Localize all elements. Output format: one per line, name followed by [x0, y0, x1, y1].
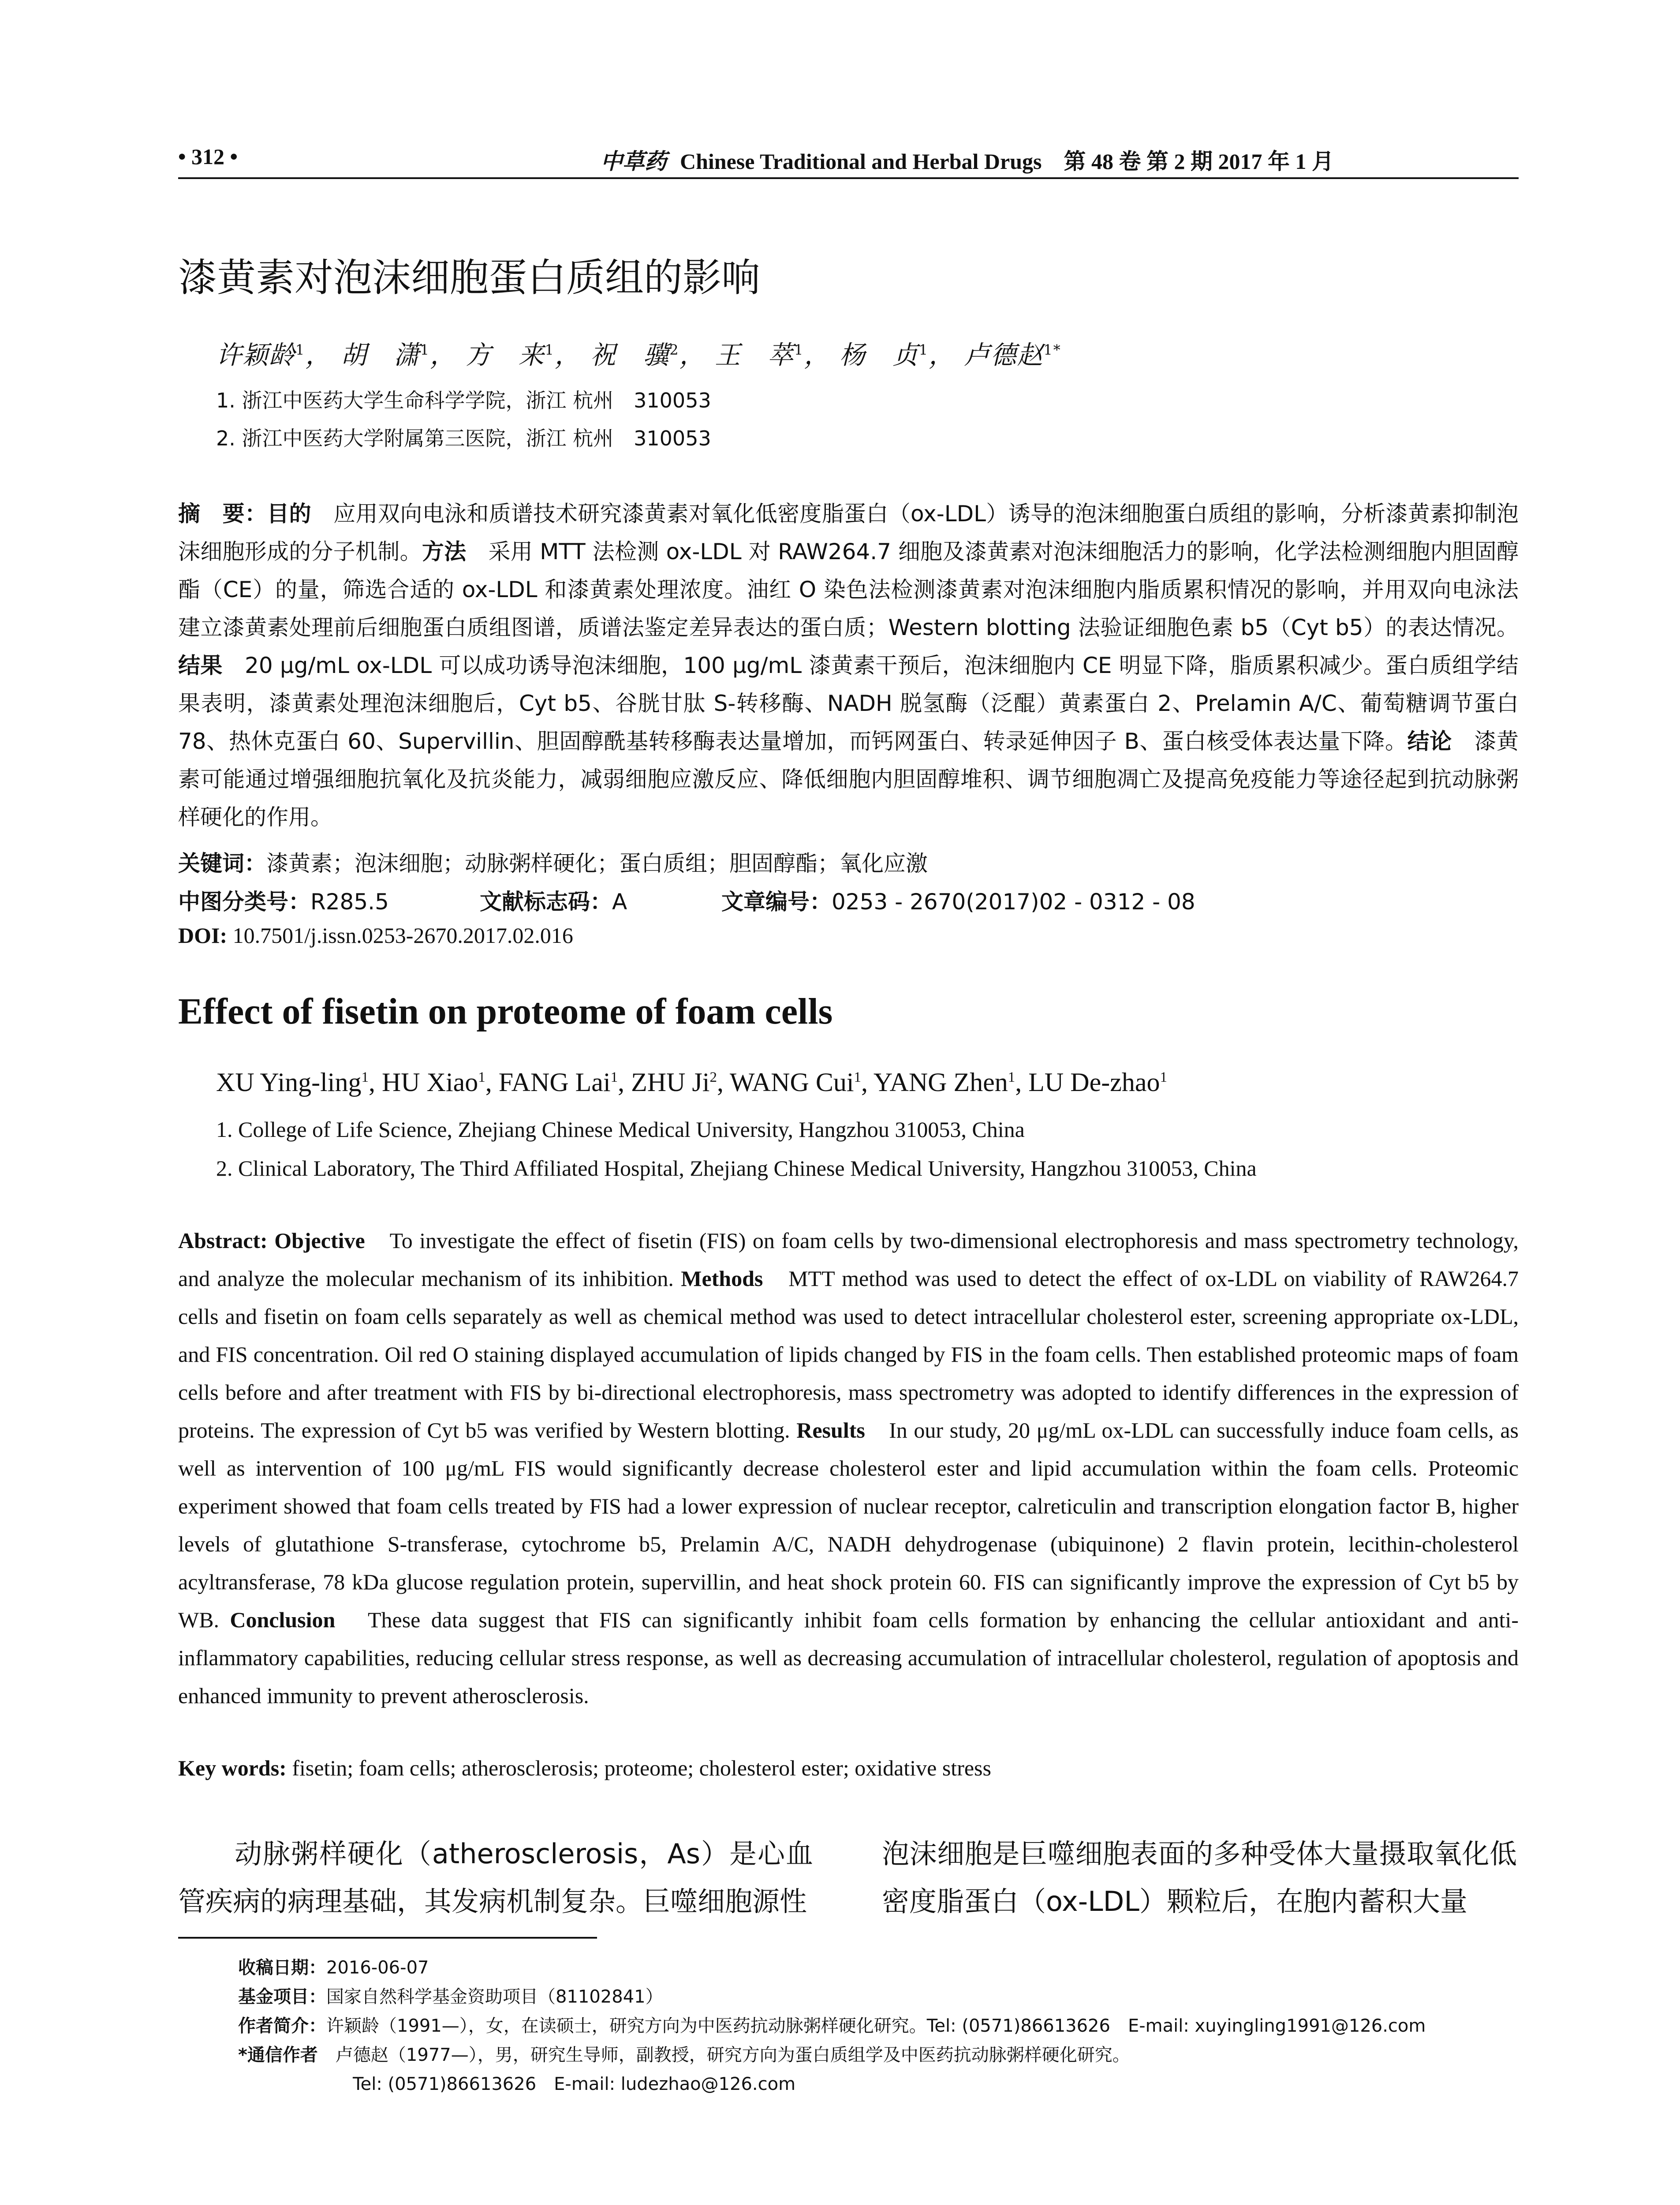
doc-code: 文献标志码：A [480, 889, 627, 915]
footnote-received: 收稿日期：2016-06-07 [238, 1958, 429, 1978]
author-zh: 胡 潇 [340, 340, 420, 370]
keywords-en: Key words: fisetin; foam cells; atherosclerosis; proteome; cholesterol ester; oxidative stress [178, 1756, 991, 1780]
author-zh: 方 来 [465, 340, 545, 370]
article-number: 文章编号：0253 - 2670(2017)02 - 0312 - 08 [721, 889, 1195, 915]
author-zh: 卢德赵 [964, 340, 1044, 370]
authors-en: XU Ying-ling$^1$, HU Xiao$^1$, FANG Lai$^1$, ZHU Ji$^2$, WANG Cui$^1$, YANG Zhen$^1$, LU De-zhao$^1$ [216, 1068, 1167, 1097]
doi: DOI: 10.7501/j.issn.0253-2670.2017.02.016 [178, 923, 573, 948]
author-zh: 许颖龄 [216, 340, 296, 370]
footnote-rule [178, 1937, 597, 1939]
body-right-column: 泡沫细胞是巨噬细胞表面的多种受体大量摄取氧化低密度脂蛋白（ox-LDL）颗粒后，在胞内蓄积大量 [882, 1838, 1517, 1917]
authors-zh: 许颖龄$^1$， 胡 潇$^1$， 方 来$^1$， 祝 骥$^2$， 王 萃$^1$， 杨 贞$^1$， 卢德赵$^{1*}$ [216, 340, 1061, 370]
footnote-contact: Tel: (0571)86613626 E-mail: ludezhao@126.com [353, 2074, 796, 2094]
title-en: Effect of fisetin on proteome of foam cells [178, 991, 833, 1032]
author-zh: 祝 骥 [590, 340, 670, 370]
header-rule [178, 177, 1519, 179]
affiliation-en-2: 2. Clinical Laboratory, The Third Affiliated Hospital, Zhejiang Chinese Medical University, Hangzhou 310053, China [216, 1156, 1257, 1181]
author-zh: 王 萃 [715, 340, 795, 370]
footnote-fund: 基金项目：国家自然科学基金资助项目（81102841） [238, 1987, 663, 2007]
affiliation-zh-2: 2. 浙江中医药大学附属第三医院，浙江 杭州 310053 [216, 426, 711, 450]
affiliation-zh-1: 1. 浙江中医药大学生命科学学院，浙江 杭州 310053 [216, 389, 711, 412]
footnote-author: 作者简介：许颖龄（1991—），女，在读硕士，研究方向为中医药抗动脉粥样硬化研究。Tel: (0571)86613626 E-mail: xuyingling1991@126.com [238, 2016, 1426, 2036]
keywords-zh: 关键词：漆黄素；泡沫细胞；动脉粥样硬化；蛋白质组；胆固醇酯；氧化应激 [178, 851, 928, 876]
title-zh: 漆黄素对泡沫细胞蛋白质组的影响 [178, 255, 761, 300]
classification: 中图分类号：R285.5 [178, 889, 389, 915]
affiliation-en-1: 1. College of Life Science, Zhejiang Chinese Medical University, Hangzhou 310053, China [216, 1117, 1025, 1142]
footnote-corresponding: *通信作者 卢德赵（1977—），男，研究生导师，副教授，研究方向为蛋白质组学及中医药抗动脉粥样硬化研究。 [238, 2045, 1130, 2065]
running-header [178, 140, 1519, 176]
journal-logo: 中草药 [601, 148, 667, 174]
journal-issue: Chinese Traditional and Herbal Drugs 第 48 卷 第 2 期 2017 年 1 月 [680, 149, 1334, 174]
page-number: • 312 • [178, 144, 238, 169]
journal-line [601, 144, 1334, 176]
body-left-column: 动脉粥样硬化（atherosclerosis，As）是心血管疾病的病理基础，其发病机制复杂。巨噬细胞源性 [178, 1838, 813, 1917]
abstract-en: Abstract: Objective To investigate the effect of fisetin (FIS) on foam cells by two-dimensional electrophoresis and mass spectrometry technology, and analyze the molecular mechanism of its inhibition. Methods MTT method was used to detect the effect of ox-LDL on viability of RAW264.7 cells and fisetin on foam cells separately as well as chemical method was used to detect intracellular cholesterol ester, screening appropriate ox-LDL, and FIS concentration. Oil red O staining displayed accumulation of lipids changed by FIS in the foam cells. Then established proteomic maps of foam cells before and after treatment with FIS by bi-directional electrophoresis, mass spectrometry was adopted to identify differences in the expression of proteins. The expression of Cyt b5 was verified by Western blotting. Results In our study, 20 μg/mL ox-LDL can successfully induce foam cells, as well as intervention of 100 μg/mL FIS would significantly decrease cholesterol ester and lipid accumulation within the foam cells. Proteomic experiment showed that foam cells treated by FIS had a lower expression of nuclear receptor, calreticulin and transcription elongation factor B, higher levels of glutathione S-transferase, cytochrome b5, Prelamin A/C, NADH dehydrogenase (ubiquinone) 2 flavin protein, lecithin-cholesterol acyltransferase, 78 kDa glucose regulation protein, supervillin, and heat shock protein 60. FIS can significantly improve the expression of Cyt b5 by WB. Conclusion These data suggest that FIS can significantly inhibit foam cells formation by enhancing the cellular antioxidant and anti-inflammatory capabilities, reducing cellular stress response, as well as decreasing accumulation of intracellular cholesterol, regulation of apoptosis and enhanced immunity to prevent atherosclerosis. [178, 1228, 1519, 1708]
abstract-zh: 摘 要：目的 应用双向电泳和质谱技术研究漆黄素对氧化低密度脂蛋白（ox-LDL）诱导的泡沫细胞蛋白质组的影响，分析漆黄素抑制泡沫细胞形成的分子机制。方法 采用 MTT 法检测 ox-LDL 对 RAW264.7 细胞及漆黄素对泡沫细胞活力的影响，化学法检测细胞内胆固醇酯（CE）的量，筛选合适的 ox-LDL 和漆黄素处理浓度。油红 O 染色法检测漆黄素对泡沫细胞内脂质累积情况的影响，并用双向电泳法建立漆黄素处理前后细胞蛋白质组图谱，质谱法鉴定差异表达的蛋白质；Western blotting 法验证细胞色素 b5（Cyt b5）的表达情况。结果 20 μg/mL ox-LDL 可以成功诱导泡沫细胞，100 μg/mL 漆黄素干预后，泡沫细胞内 CE 明显下降，脂质累积减少。蛋白质组学结果表明，漆黄素处理泡沫细胞后，Cyt b5、谷胱甘肽 S-转移酶、NADH 脱氢酶（泛醌）黄素蛋白 2、Prelamin A/C、葡萄糖调节蛋白 78、热休克蛋白 60、Supervillin、胆固醇酰基转移酶表达量增加，而钙网蛋白、转录延伸因子 B、蛋白核受体表达量下降。结论 漆黄素可能通过增强细胞抗氧化及抗炎能力，减弱细胞应激反应、降低细胞内胆固醇堆积、调节细胞凋亡及提高免疫能力等途径起到抗动脉粥样硬化的作用。 [178, 501, 1519, 830]
author-zh: 杨 贞 [839, 340, 919, 370]
